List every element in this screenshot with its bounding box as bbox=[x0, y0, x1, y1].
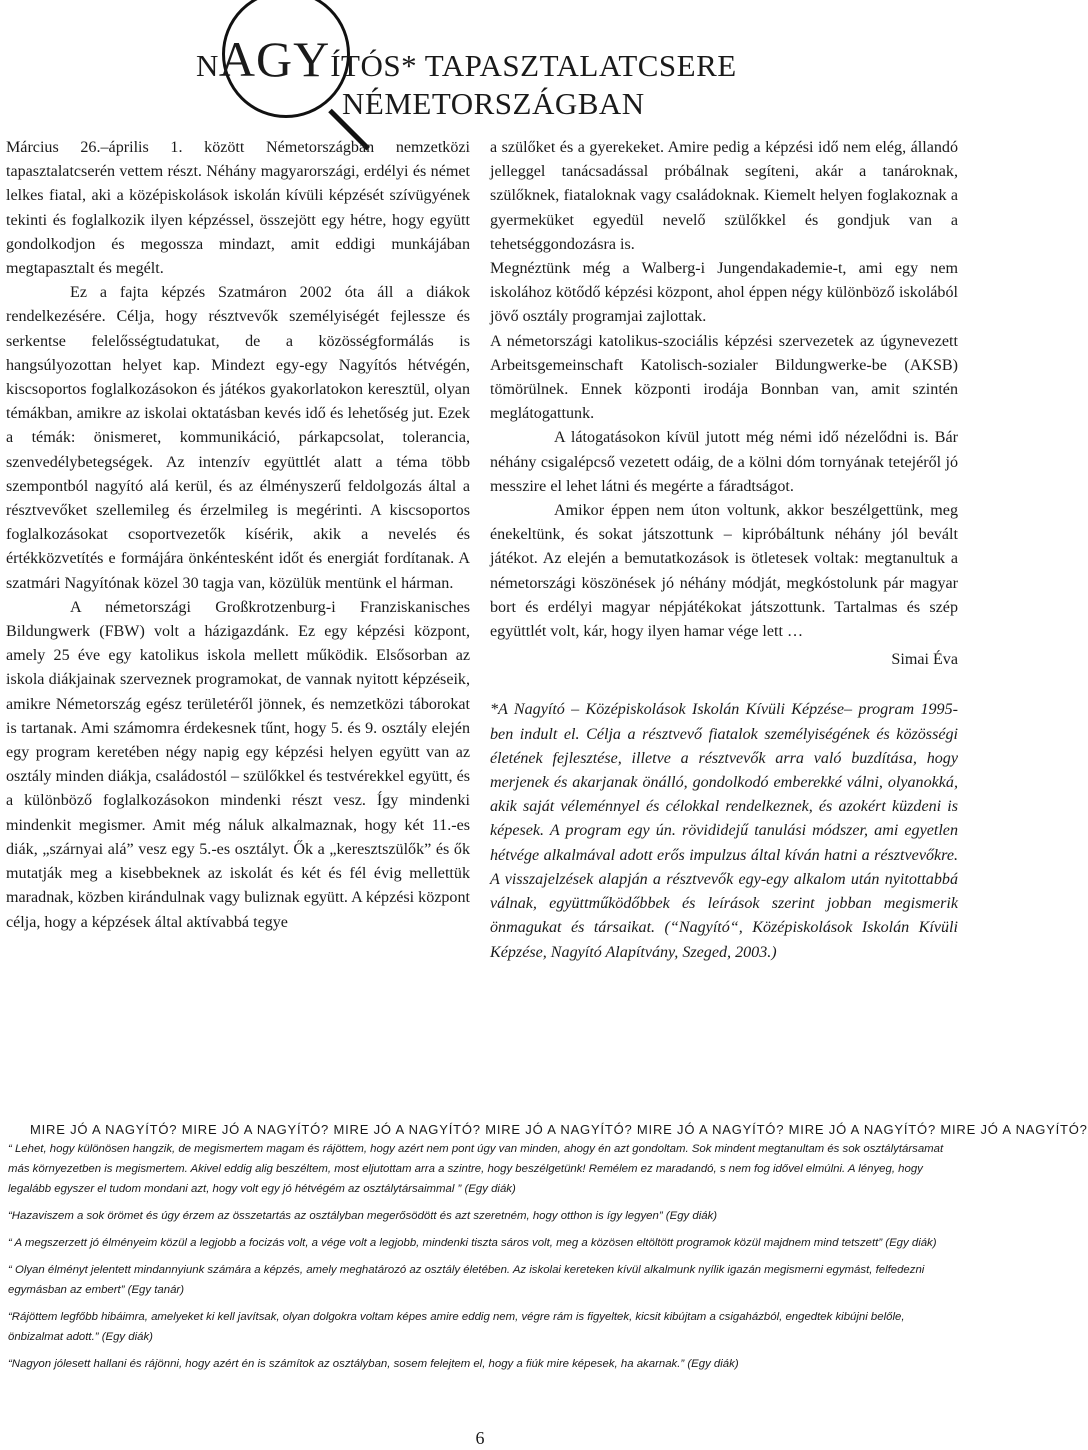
paragraph: a szülőket és a gyerekeket. Amire pedig a képzési idő nem elég, állandó jelleggel tanácsadással próbálnak segíteni, akár a tanároknak, szülőknek, fiataloknak vagy családoknak. Kiemelt helyen foglakoznak a gyermeküket egyedül nevelő szülőkkel és gondjuk van a tehetséggondozásra is. bbox=[490, 139, 958, 253]
article-title bbox=[196, 31, 737, 87]
page-number: 6 bbox=[475, 1428, 485, 1448]
author-signature: Simai Éva bbox=[891, 651, 958, 669]
title-rest: ÍTÓS* TAPASZTALATCSERE bbox=[330, 48, 737, 83]
quote-item: “ Lehet, hogy különösen hangzik, de megismertem magam és rájöttem, hogy azért nem pont úgy van minden, ahogy én azt gondoltam. Sok mindent megtanultam és sok osztálytársamat más környezetben is megismertem. Akivel eddig alig beszéltem, most eljutottam arra a szintre, hogy beszélgetünk! Remélem ez maradandó, s nem fog idővel elmúlni. A lényeg, hogy legalább egyszer el tudom mondani azt, hogy volt egy jó hétvégém az osztálytársaimmal ” (Egy diák) bbox=[8, 1143, 944, 1195]
title-initial: N bbox=[196, 48, 219, 83]
article-title-line2: NÉMETORSZÁGBAN bbox=[342, 86, 645, 121]
quote-item: “Rájöttem legfőbb hibáimra, amelyeket ki kell javítsak, olyan dolgokra voltam képes amire eddig nem, végre rám is figyeltek, kicsit kibújtam a csigaházból, engedtek kibújni belőle, önbizalmat adott.” (Egy diák) bbox=[8, 1311, 905, 1343]
quote-item: “Hazaviszem a sok örömet és úgy érzem az összetartás az osztályban megerősödött és azt szeretném, hogy otthon is így legyen” (Egy diák) bbox=[8, 1210, 718, 1222]
quote-item: “ Olyan élményt jelentett mindannyiunk számára a képzés, amely meghatározó az osztály életében. Az iskolai kereteken kívül alkalmunk nyílik igazán megismerni egymást, felfedezni egymásban az embert” (Egy tanár) bbox=[8, 1264, 925, 1296]
quote-item: “ A megszerzett jó élményeim közül a legjobb a focizás volt, a vége volt a legjobb, mindenki tiszta sáros volt, meg a közösen eltöltött programok közül majdnem mind tetszett” (Egy diák) bbox=[8, 1237, 937, 1249]
quotes-banner: MIRE JÓ A NAGYÍTÓ? MIRE JÓ A NAGYÍTÓ? MIRE JÓ A NAGYÍTÓ? MIRE JÓ A NAGYÍTÓ? MIRE JÓ A NAGYÍTÓ? MIRE JÓ A NAGYÍTÓ? MIRE JÓ A NAGYÍTÓ? bbox=[30, 1122, 1088, 1137]
quotes-section bbox=[8, 1121, 1088, 1381]
paragraph: Március 26.–április 1. között Németországban nemzetközi tapasztalatcserén vettem részt. Néhány magyarországi, erdélyi és német lelkes fiatal, aki a középiskolások iskolán kívüli képzését szívügyének tekinti és foglalkozik ilyen képzéssel, összejött egy hétre, hogy együtt gondolkodjon és megossza mindazt, amit eddigi munkájában megtapasztalt és megélt. bbox=[6, 139, 470, 278]
article-header bbox=[190, 0, 960, 132]
left-column bbox=[6, 136, 470, 935]
right-column bbox=[490, 136, 958, 965]
title-big-part: AGY bbox=[218, 31, 331, 87]
footnote: *A Nagyító – Középiskolások Iskolán Kívüli Képzése– program 1995-ben indult el. Célja a résztvevő fiatalok személyiségének és közösségi életének fejlesztése, illetve a résztvevők arra való buzdítása, hogy merjenek és akarjanak önálló, gondolkodó emberekké válni, olyanokká, akik saját véleménnyel és célokkal rendelkeznek, és azokért küzdeni is képesek. A program egy ún. rövididejű tanulási módszer, ami egyetlen hétvége alkalmával adott erős impulzus által kíván hatni a résztvevőkre. A visszajelzések alapján a résztvevők egy-egy alkalom után nyitottabbá válnak, együttműködőbbek és leírások szerint jobban megismerik önmagukat és társaikat. (“Nagyító“, Középiskolások Iskolán Kívüli Képzése, Nagyító Alapítvány, Szeged, 2003.) bbox=[490, 701, 958, 961]
paragraph: A németországi katolikus-szociális képzési szervezetek az úgynevezett Arbeitsgemeinschaft Katolisch-sozialer Bildungwerke-be (AKSB) tömörülnek. Ennek központi irodája Bonnban van, amit szintén meglátogattunk. bbox=[490, 332, 958, 423]
quote-item: “Nagyon jólesett hallani és rájönni, hogy azért én is számítok az osztályban, sosem felejtem el, hogy a fiúk mire képesek, ha akarnak.” (Egy diák) bbox=[8, 1358, 739, 1370]
paragraph: Amikor éppen nem úton voltunk, akkor beszélgettünk, meg énekeltünk, és sokat játszottunk – kipróbáltunk néhány jól bevált játékot. Az elején a bemutatkozások is ötletesek voltak: megtanultuk a németországi köszönések jó néhány módját, megkóstolunk pár magyar bort és erdélyi magyar népjátékokat játszottunk. Tartalmas és szép együttlét volt, kár, hogy ilyen hamar vége lett … bbox=[490, 502, 958, 641]
paragraph: A látogatásokon kívül jutott még némi idő nézelődni is. Bár néhány csigalépcső vezetett odáig, de a kölni dóm tornyának tetejéről jó messzire el lehet látni és megérte a fáradtságot. bbox=[490, 429, 958, 495]
paragraph: A németországi Großkrotzenburg-i Franziskanisches Bildungwerk (FBW) volt a házigazdánk. Ez egy képzési központ, amely 25 éve egy katolikus iskola mellett működik. Elsősorban az iskola diákjainak szerveznek programokat, de vannak nyitott képzéseik, amikre Németország egész területéről jönnek, és nemzetközi táborokat is tartanak. Ami számomra érdekesnek tűnt, hogy 5. és 9. osztály elején egy program keretében négy napig egy képzési helyen együtt van az osztály minden diákja, családostól – szülőkkel és testvérekkel együtt, és a különböző foglalkozásokon mindenki részt vesz. Így mindenki mindenkit megismer. Amit még náluk alkalmaznak, hogy két 11.-es diák, „szárnyai alá” vesz egy 5.-es osztályt. Ők a „keresztszülők” és ők mutatják meg a kisebbeknek az iskolát és két és fél évig mellettük maradnak, közben kirándulnak vagy buliznak együtt. A képzési központ célja, hogy a képzések által aktívabbá tegye bbox=[6, 598, 470, 931]
paragraph: Megnéztünk még a Walberg-i Jungendakademie-t, ami egy nem iskolához kötődő képzési központ, ahol éppen négy különböző iskolából jövő osztály programjai zajlottak. bbox=[490, 260, 958, 326]
paragraph: Ez a fajta képzés Szatmáron 2002 óta áll a diákok rendelkezésére. Célja, hogy résztvevők személyiségét fejlessze és serkentse felelősségtudatukat, de a közösségformálás is hangsúlyozottan helyet kap. Mindezt egy-egy Nagyítós hétvégén, kiscsoportos foglalkozásokon és játékos gyakorlatokon keresztül, olyan témákban, amikre az iskolai oktatásban kevés idő és lehetőség jut. Ezek a témák: önismeret, kommunikáció, párkapcsolat, tolerancia, szenvedélybetegségek. Az intenzív együttlét alatt a téma több szempontból nagyító alá kerül, és az élményszerű feldolgozás által a résztvevőket szellemileg és érzelmileg is megérinti. A kiscsoportos foglalkozásokat csoportvezetők kísérik, akik a nevelés és értékközvetítés e formájára önkéntesként időt és energiát fordítanak. A szatmári Nagyítónak közel 30 tagja van, közülük mentünk el hárman. bbox=[6, 284, 470, 592]
